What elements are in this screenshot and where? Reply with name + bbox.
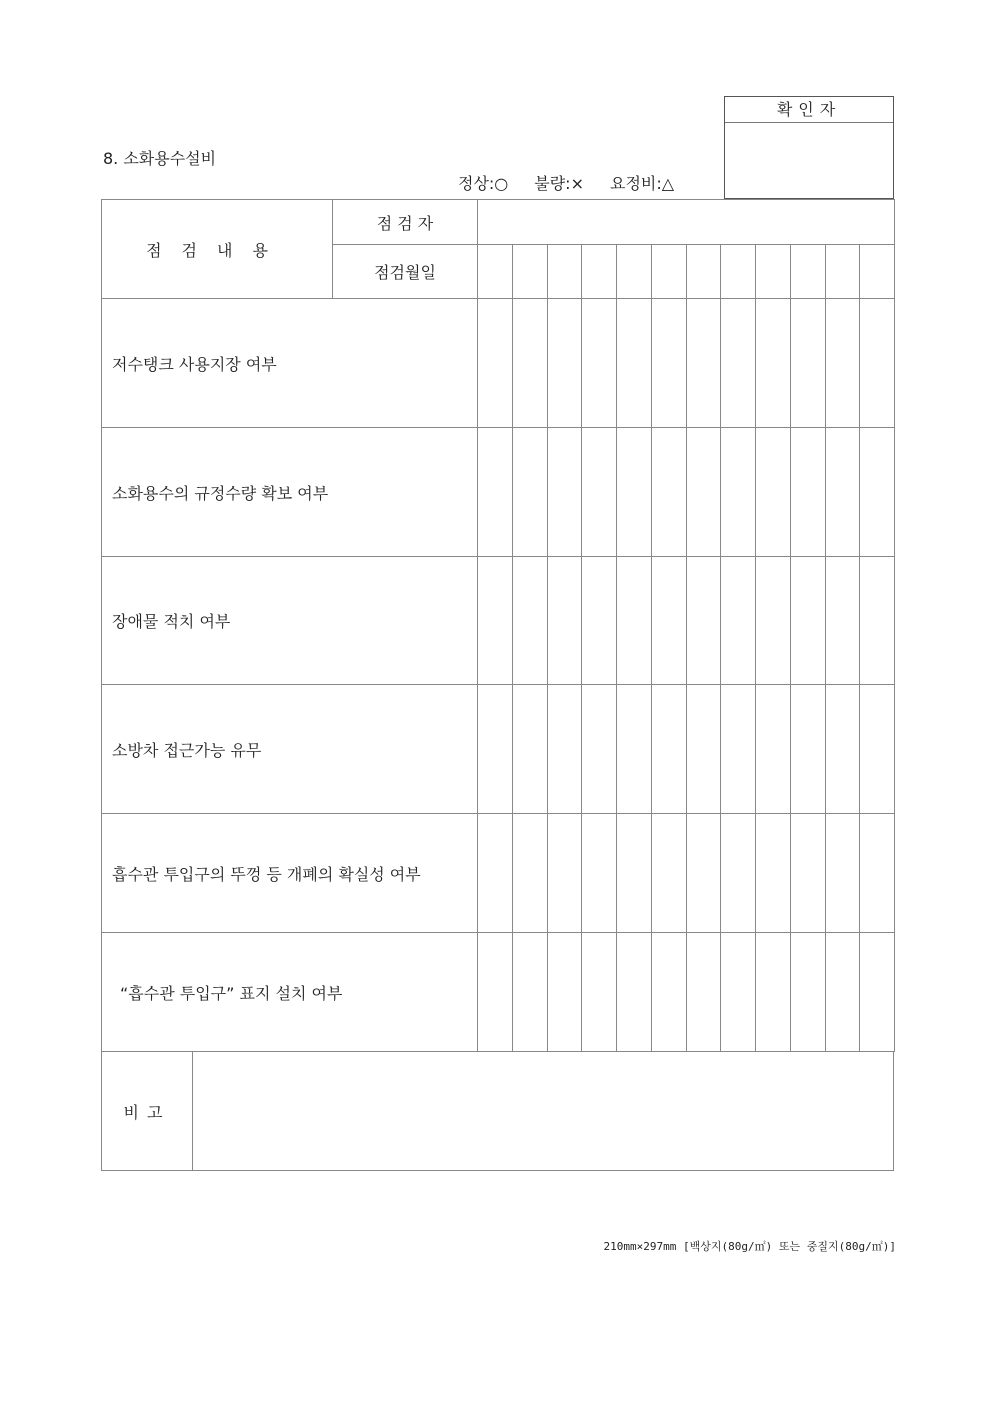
item-label: 저수탱크 사용지장 여부 <box>102 299 478 428</box>
item-label: 소화용수의 규정수량 확보 여부 <box>102 428 478 557</box>
check-cell[interactable] <box>825 557 860 685</box>
check-cell[interactable] <box>582 685 617 814</box>
date-cell[interactable] <box>582 245 617 299</box>
check-cell[interactable] <box>651 557 686 685</box>
remarks-label: 비고 <box>102 1052 193 1171</box>
header-inspector: 점 검 자 <box>333 200 478 245</box>
check-cell[interactable] <box>790 814 825 933</box>
check-cell[interactable] <box>651 933 686 1052</box>
check-cell[interactable] <box>686 428 721 557</box>
check-cell[interactable] <box>790 299 825 428</box>
legend-normal: 정상:○ <box>458 174 509 193</box>
check-cell[interactable] <box>512 428 547 557</box>
inspection-table <box>101 199 895 1052</box>
check-cell[interactable] <box>617 685 652 814</box>
section-title: 8. 소화용수설비 <box>103 149 217 168</box>
check-cell[interactable] <box>721 557 756 685</box>
check-cell[interactable] <box>860 685 895 814</box>
date-cell[interactable] <box>825 245 860 299</box>
check-cell[interactable] <box>721 814 756 933</box>
table-row <box>102 814 895 933</box>
check-cell[interactable] <box>651 428 686 557</box>
legend-bad: 불량:× <box>534 174 584 193</box>
check-cell[interactable] <box>547 299 582 428</box>
table-row <box>102 933 895 1052</box>
check-cell[interactable] <box>825 428 860 557</box>
check-cell[interactable] <box>547 933 582 1052</box>
check-cell[interactable] <box>721 685 756 814</box>
check-cell[interactable] <box>756 428 791 557</box>
check-cell[interactable] <box>512 814 547 933</box>
check-cell[interactable] <box>790 933 825 1052</box>
check-cell[interactable] <box>686 557 721 685</box>
check-cell[interactable] <box>582 299 617 428</box>
legend-repair: 요정비:△ <box>609 174 675 193</box>
date-cell[interactable] <box>721 245 756 299</box>
check-cell[interactable] <box>512 557 547 685</box>
date-cell[interactable] <box>512 245 547 299</box>
date-cell[interactable] <box>617 245 652 299</box>
check-cell[interactable] <box>860 814 895 933</box>
check-cell[interactable] <box>582 933 617 1052</box>
check-cell[interactable] <box>756 557 791 685</box>
check-cell[interactable] <box>651 685 686 814</box>
check-cell[interactable] <box>860 557 895 685</box>
date-cell[interactable] <box>478 245 513 299</box>
confirm-box-header: 확인자 <box>725 97 893 123</box>
check-cell[interactable] <box>790 428 825 557</box>
check-cell[interactable] <box>756 299 791 428</box>
check-cell[interactable] <box>617 557 652 685</box>
check-cell[interactable] <box>756 814 791 933</box>
item-label: “흡수관 투입구” 표지 설치 여부 <box>102 933 478 1052</box>
check-cell[interactable] <box>478 933 513 1052</box>
check-cell[interactable] <box>478 299 513 428</box>
check-cell[interactable] <box>825 933 860 1052</box>
check-cell[interactable] <box>686 814 721 933</box>
check-cell[interactable] <box>582 557 617 685</box>
check-cell[interactable] <box>860 933 895 1052</box>
date-cell[interactable] <box>651 245 686 299</box>
paper-spec-footer: 210mm×297mm [백상지(80g/㎡) 또는 중질지(80g/㎡)] <box>603 1240 896 1253</box>
check-cell[interactable] <box>617 299 652 428</box>
status-legend <box>458 171 674 194</box>
remarks-table <box>101 1051 894 1171</box>
check-cell[interactable] <box>686 685 721 814</box>
confirm-box <box>724 96 894 199</box>
date-cell[interactable] <box>547 245 582 299</box>
check-cell[interactable] <box>582 428 617 557</box>
check-cell[interactable] <box>790 557 825 685</box>
check-cell[interactable] <box>825 814 860 933</box>
check-cell[interactable] <box>547 814 582 933</box>
check-cell[interactable] <box>721 299 756 428</box>
check-cell[interactable] <box>756 685 791 814</box>
header-inspection-content: 점검내용 <box>102 200 333 299</box>
item-label: 흡수관 투입구의 뚜껑 등 개폐의 확실성 여부 <box>102 814 478 933</box>
check-cell[interactable] <box>617 933 652 1052</box>
table-row <box>102 428 895 557</box>
check-cell[interactable] <box>686 933 721 1052</box>
check-cell[interactable] <box>651 814 686 933</box>
check-cell[interactable] <box>547 557 582 685</box>
table-row <box>102 299 895 428</box>
check-cell[interactable] <box>582 814 617 933</box>
check-cell[interactable] <box>790 685 825 814</box>
table-row <box>102 557 895 685</box>
remarks-field[interactable] <box>193 1052 894 1171</box>
check-cell[interactable] <box>617 428 652 557</box>
check-cell[interactable] <box>721 428 756 557</box>
check-cell[interactable] <box>825 299 860 428</box>
check-cell[interactable] <box>860 428 895 557</box>
check-cell[interactable] <box>512 933 547 1052</box>
check-cell[interactable] <box>825 685 860 814</box>
check-cell[interactable] <box>512 299 547 428</box>
date-cell[interactable] <box>790 245 825 299</box>
check-cell[interactable] <box>547 685 582 814</box>
item-label: 장애물 적치 여부 <box>102 557 478 685</box>
check-cell[interactable] <box>651 299 686 428</box>
date-cell[interactable] <box>756 245 791 299</box>
check-cell[interactable] <box>860 299 895 428</box>
item-label: 소방차 접근가능 유무 <box>102 685 478 814</box>
check-cell[interactable] <box>478 685 513 814</box>
date-cell[interactable] <box>860 245 895 299</box>
header-row-inspector <box>102 200 895 245</box>
table-row <box>102 685 895 814</box>
check-cell[interactable] <box>512 685 547 814</box>
inspector-name-cell[interactable] <box>478 200 895 245</box>
check-cell[interactable] <box>686 299 721 428</box>
header-date: 점검월일 <box>333 245 478 299</box>
check-cell[interactable] <box>478 557 513 685</box>
check-cell[interactable] <box>617 814 652 933</box>
check-cell[interactable] <box>478 428 513 557</box>
date-cell[interactable] <box>686 245 721 299</box>
check-cell[interactable] <box>721 933 756 1052</box>
check-cell[interactable] <box>756 933 791 1052</box>
check-cell[interactable] <box>478 814 513 933</box>
check-cell[interactable] <box>547 428 582 557</box>
